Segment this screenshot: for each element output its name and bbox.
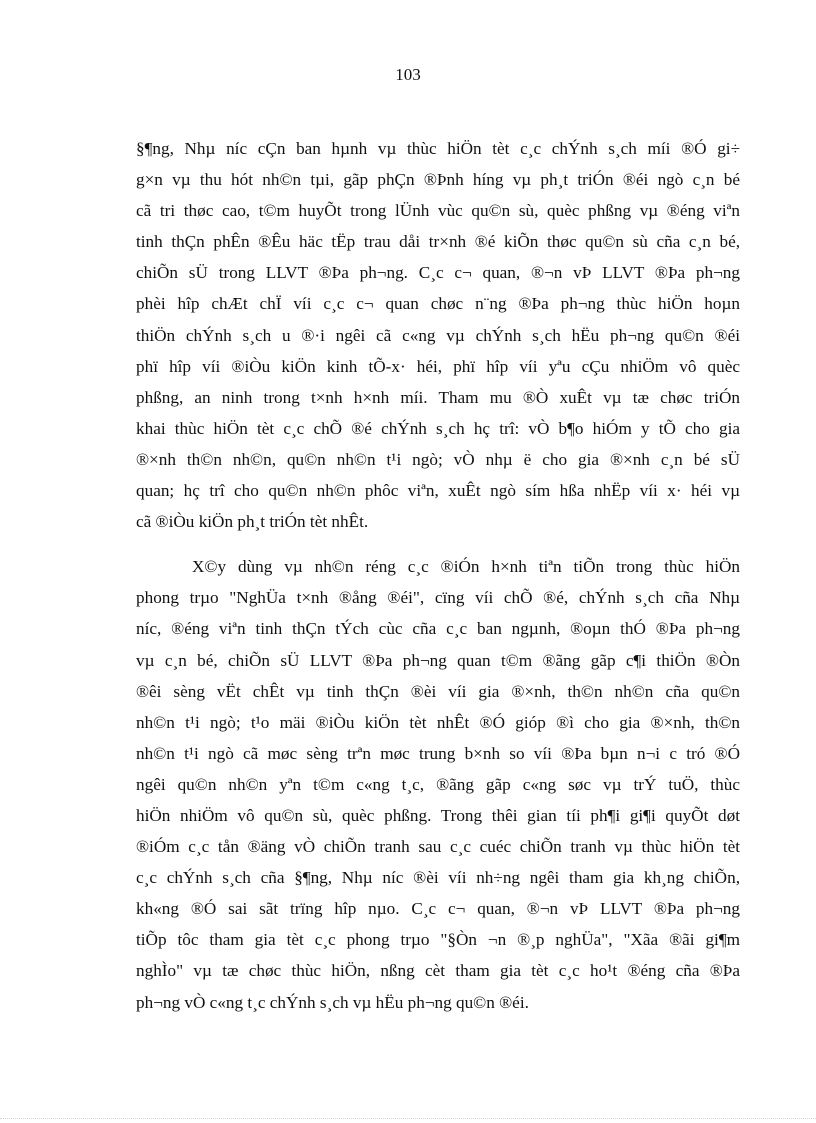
text-line: quan; hç trî cho qu©n nh©n phôc viªn, xuÊt ngò sím hßa nhËp víi x· héi vµ xyxy=(136,481,740,501)
paragraph xyxy=(136,551,740,1017)
text-line: ®×nh th©n nh©n, qu©n nh©n t¹i ngò; vÒ nhµ ë cho gia ®×nh c¸n bé sÜ xyxy=(136,449,740,469)
text-line: ®êi sèng vËt chÊt vµ tinh thÇn ®èi víi gia ®×nh, th©n nh©n cña qu©n xyxy=(136,681,740,701)
text-line: ngêi qu©n nh©n yªn t©m c«ng t¸c, ®ãng gãp c«ng søc vµ trÝ tuÖ, thùc xyxy=(136,774,740,794)
text-line: nh©n t¹i ngò cã møc sèng trªn møc trung b×nh so víi ®Þa bµn n¬i c tró ®Ó xyxy=(136,743,740,763)
page-number: 103 xyxy=(395,65,421,84)
page-edge-divider xyxy=(0,1118,816,1119)
text-line: vµ c¸n bé, chiÕn sÜ LLVT ®Þa ph¬ng quan t©m ®ãng gãp c¶i thiÖn ®Òn xyxy=(136,650,740,670)
text-line: khai thùc hiÖn tèt c¸c chÕ ®é chÝnh s¸ch hç trî: vÒ b¶o hiÓm y tÕ cho gia xyxy=(136,418,740,438)
text-line: X©y dùng vµ nh©n réng c¸c ®iÓn h×nh tiªn tiÕn trong thùc hiÖn xyxy=(192,557,740,577)
text-line: phßng, an ninh trong t×nh h×nh míi. Tham mu ®Ò xuÊt vµ tæ chøc triÓn xyxy=(136,387,740,407)
text-line: tiÕp tôc tham gia tèt c¸c phong trµo "§Òn ¬n ®¸p nghÜa", "Xãa ®ãi gi¶m xyxy=(136,930,740,950)
text-line: chiÕn sÜ trong LLVT ®Þa ph¬ng. C¸c c¬ quan, ®¬n vÞ LLVT ®Þa ph¬ng xyxy=(136,263,740,283)
text-line: ph¬ng vÒ c«ng t¸c chÝnh s¸ch vµ hËu ph¬ng qu©n ®éi. xyxy=(136,992,529,1012)
text-line: §¶ng, Nhµ níc cÇn ban hµnh vµ thùc hiÖn tèt c¸c chÝnh s¸ch míi ®Ó gi÷ xyxy=(136,139,740,158)
text-line: hiÖn nhiÖm vô qu©n sù, quèc phßng. Trong thêi gian tíi ph¶i gi¶i quyÕt døt xyxy=(136,805,740,825)
text-line: phong trµo "NghÜa t×nh ®ång ®éi", cïng víi chÕ ®é, chÝnh s¸ch cña Nhµ xyxy=(136,588,740,608)
document-body xyxy=(136,133,740,1018)
text-line: tinh thÇn phÊn ®Êu häc tËp trau dåi tr×nh ®é kiÕn thøc qu©n sù cña c¸n bé, xyxy=(136,232,740,252)
paragraph xyxy=(136,133,740,537)
text-line: phèi hîp chÆt chÏ víi c¸c c¬ quan chøc n¨ng ®Þa ph¬ng thùc hiÖn hoµn xyxy=(136,294,740,314)
text-line: nh©n t¹i ngò; t¹o mäi ®iÒu kiÖn tèt nhÊt ®Ó gióp ®ì cho gia ®×nh, th©n xyxy=(136,712,740,732)
text-line: ®iÓm c¸c tån ®äng vÒ chiÕn tranh sau c¸c cuéc chiÕn tranh vµ thùc hiÖn tèt xyxy=(136,837,740,857)
text-line: kh«ng ®Ó sai sãt trïng hîp nµo. C¸c c¬ quan, ®¬n vÞ LLVT ®Þa ph¬ng xyxy=(136,899,740,919)
text-line: phï hîp víi ®iÒu kiÖn kinh tÕ-x· héi, phï hîp víi yªu cÇu nhiÖm vô quèc xyxy=(136,356,740,376)
text-line: cã ®iÒu kiÖn ph¸t triÓn tèt nhÊt. xyxy=(136,512,369,532)
text-line: thiÖn chÝnh s¸ch u ®·i ngêi cã c«ng vµ chÝnh s¸ch hËu ph¬ng qu©n ®éi xyxy=(136,325,740,345)
text-line: níc, ®éng viªn tinh thÇn tÝch cùc cña c¸c ban ngµnh, ®oµn thÓ ®Þa ph¬ng xyxy=(136,619,740,639)
text-line: cã tri thøc cao, t©m huyÕt trong lÜnh vùc qu©n sù, quèc phßng vµ ®éng viªn xyxy=(136,201,740,221)
text-line: c¸c chÝnh s¸ch cña §¶ng, Nhµ níc ®èi víi nh÷ng ngêi tham gia kh¸ng chiÕn, xyxy=(136,868,740,888)
text-line: g×n vµ thu hót nh©n tµi, gãp phÇn ®Þnh híng vµ ph¸t triÓn ®éi ngò c¸n bé xyxy=(136,170,740,190)
text-line: nghÌo" vµ tæ chøc thùc hiÖn, nßng cèt tham gia tèt c¸c ho¹t ®éng cña ®Þa xyxy=(136,961,740,981)
